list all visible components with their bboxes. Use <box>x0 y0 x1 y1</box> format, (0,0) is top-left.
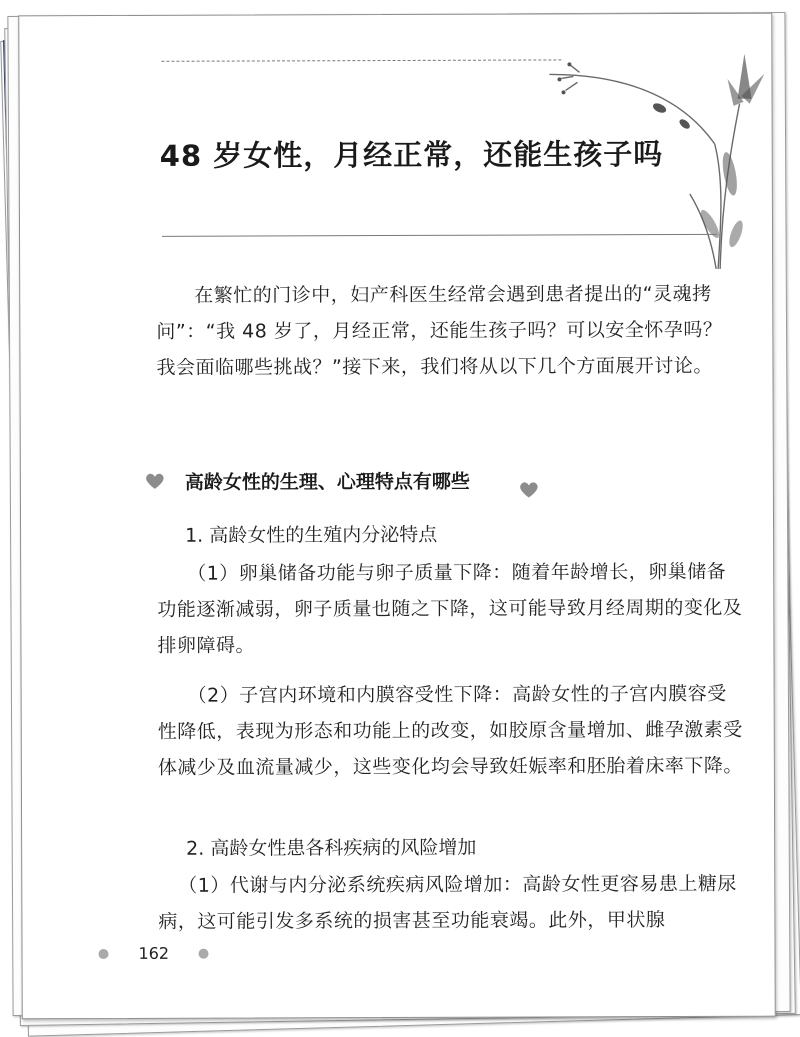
list-item: （2）子宫内环境和内膜容受性下降：高龄女性的子宫内膜容受性降低，表现为形态和功能上的改变，如胶原含量增加、雌孕激素受体减少及血流量减少，这些变化均会导致妊娠率和胚胎着床率下降。 <box>158 676 743 786</box>
section-heading <box>151 466 571 497</box>
list-item: （1）卵巢储备功能与卵子质量下降：随着年龄增长，卵巢储备功能逐渐减弱，卵子质量也随之下降，这可能导致月经周期的变化及排卵障碍。 <box>157 554 742 664</box>
dot-icon <box>199 949 209 959</box>
subheading-2: 2. 高龄女性患各科疾病的风险增加 <box>186 832 746 861</box>
heart-icon <box>145 472 165 490</box>
dot-icon <box>99 949 109 959</box>
page-number: 162 <box>138 944 169 963</box>
list-item: （1）代谢与内分泌系统疾病风险增加：高龄女性更容易患上糖尿病，这可能引发多系统的损害甚至功能衰竭。此外，甲状腺 <box>158 866 743 940</box>
title-top-rule <box>161 59 561 61</box>
book-page <box>18 13 776 1020</box>
section-heading-text: 高龄女性的生理、心理特点有哪些 <box>185 467 470 495</box>
heart-icon <box>519 481 539 499</box>
page-title: 48 岁女性，月经正常，还能生孩子吗 <box>160 132 680 175</box>
subheading-1: 1. 高龄女性的生殖内分泌特点 <box>185 519 745 548</box>
intro-paragraph: 在繁忙的门诊中，妇产科医生经常会遇到患者提出的“灵魂拷问”：“我 48 岁了，月经正常，还能生孩子吗？可以安全怀孕吗？我会面临哪些挑战？”接下来，我们将从以下几个方面展开讨论。 <box>156 276 741 386</box>
